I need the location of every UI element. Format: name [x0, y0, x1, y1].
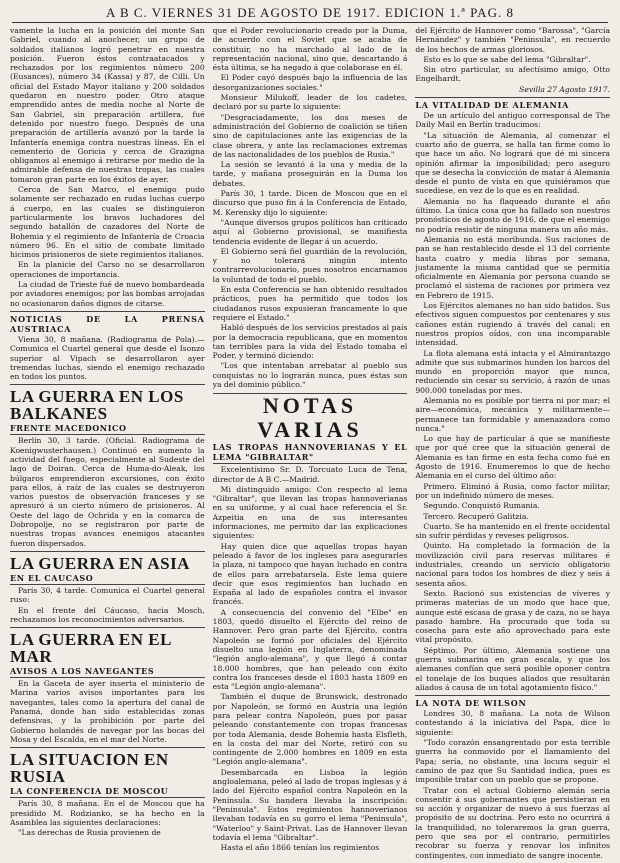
paragraph: que el Poder revolucionario creado por la Duma, de acuerdo con el Soviet que se acaba de constituir, no ha marchado al lado de la representación nacional, sino que, descartando á ésta última, se ha negado á que colaborase en él.	[212, 26, 408, 73]
paragraph: Hasta el año 1866 tenían los regimientos	[220, 843, 380, 853]
paragraph: El Poder cayó después bajo la influencia de las desorganizaciones sociales."	[212, 73, 408, 92]
section-subtitle-balcanes: FRENTE MACEDONICO	[10, 423, 205, 435]
column-3	[415, 26, 610, 862]
paragraph: Sin otro particular, su afectísimo amigo, Otto Engelhardt.	[415, 65, 611, 84]
paragraph: "Todo corazón ensangrentado por esta terrible guerra ha conmovido por el llamamiento del Papa; sería, no obstante, una locura seguir el camino de paz que Su Santidad indica, pues es imposible tratar con un pueblo que se propone.	[415, 738, 611, 785]
section-subtitle-rusia: LA CONFERENCIA DE MOSCOU	[10, 786, 205, 798]
section-subtitle-mar: AVISOS A LOS NAVEGANTES	[10, 666, 205, 678]
paragraph: del Ejército de Hannover como "Barossa", "García Hernández" y también "Peninsula", en recuerdo de los hechos de armas gloriosos.	[415, 26, 611, 54]
column-2	[213, 26, 408, 862]
paragraph: Alemania no está moribunda. Sus raciones de pan se han restablecido desde el 13 del corriente hasta cuatro y media libras por semana, justamente la misma cantidad que se permitía oficialmente en Alemania por persona cuando se proclamó el sistema de raciones por primera vez en Febrero de 1915.	[415, 234, 611, 300]
paragraph: Cuarto. Se ha mantenido en el frente occidental sin sufrir pérdidas y reveses peligrosos.	[415, 521, 611, 541]
paragraph: A consecuencia del convenio del "Elbe" en 1803, quedó disuelto el Ejército del reino de Hannover. Pero gran parte del Ejército, contra Napoleón se formó por oficiales del Ejército disuelto una legión en Inglaterra, denominada "legión anglo-alemana", y que llegó á contar 18.000 hombres, que han peleado con éxito contra los franceses desde el 1803 hasta 1809 en esta "Legión anglo-alemana".	[212, 607, 408, 692]
paragraph: París 30, 8 mañana. En el de Moscou que ha presidido M. Rodzianko, se ha hecho en la Asamblea las siguientes declaraciones:	[10, 799, 205, 827]
signature-date: Sevilla 27 Agosto 1917.	[519, 84, 611, 94]
paragraph: Sexto. Racionó sus existencias de víveres y primeras materias de un modo que hace que, aunque esté escasa de grasa y de caza, no se haya pasado hambre. Ha procurado que toda su cosecha para este año aprovechado para este vital propósito.	[415, 588, 611, 645]
section-subtitle-notas: LAS TROPAS HANNOVERIANAS Y EL LEMA "GIBRALTAR"	[212, 442, 408, 463]
paragraph: Primero. Eliminó á Rusia, como factor militar, por un indefinido número de meses.	[415, 481, 611, 500]
paragraph: Berlín 30, 3 tarde. (Oficial. Radiograma de Koenigwusterhausen.) Continuó en aumento la actividad del fuego, especialmente al Sudeste del lago de Doiran. Cerca de Huma-do-Aleak, los búlgaros emprendieron excursiones, con éxito para ellos, á raíz de las cuales se destruyeron varios puestos de observación franceses y se apresuró á un cierto número de prisioneros. Al Oeste del lago de Ochrida y en la comarca de Dobropolje, no se registraron por parte de nuestras tropas avances enemigos atacantes fueron dispersados.	[10, 436, 205, 548]
paragraph: Lo que hay de particular á que se manifieste que por qué cree que la situación general de Alemania es tan firme en esta fecha como fué en Agosto de 1916. Enumeremos lo que de hecho Alemania en el curso del último año:	[415, 434, 611, 481]
section-title-rusia: LA SITUACION EN RUSIA	[10, 750, 169, 787]
section-title-austria: NOTICIAS DE LA PRENSA AUSTRIACA	[10, 313, 205, 334]
paragraph: También el duque de Brunswick, destronado por Napoleón, se formó en Austria una legión para pelear contra Napoleón, pues por pasar peleando constantemente con tropas francesas por toda Alemania, desde Bohemia hasta Elsfleth, en la costa del mar del Norte, retiró con su contingente de 2.000 hombres en 1809 en esta "Legión anglo-alemana".	[212, 692, 408, 767]
paragraph: París 30, 4 tarde. Comunica el Cuartel general ruso:	[10, 585, 205, 605]
section-title-balcanes: LA GUERRA EN LOS BALKANES	[10, 387, 184, 424]
divider	[10, 747, 205, 748]
paragraph: vamente la lucha en la posición del monte San Gabriel, cuando al anochecer, un grupo de soldados italianos logró penetrar en nuestra posición. Fueron éstos contraatacados y rechazados por los regimientos número 200 (Eusances), número 34 (Kassa) y 87, de Cilli. Un oficial del Estado Mayor italiano y 200 soldados quedaron en nuestro poder. Otro ataque emprendido antes de media noche al Norte de San Gabriel, sin preparación artillera, fué detenido por nuestro fuego. Después de una preparación de artillería avanzó por la tarde la Infantería enemiga contra nuestras líneas. En el cementerio de Goricia y cerca de Grazigna obligamos al enemigo á retirarse por medio de la admirable defensa de nuestras tropas, las cuales tomaron gran parte en los éxitos de ayer.	[10, 26, 205, 184]
section-title-notas: NOTAS VARIAS	[213, 393, 408, 442]
paragraph: En la planicie del Carso no se desarrollaron operaciones de importancia.	[10, 260, 205, 279]
paragraph: El Gobierno será fiel guardián de la revolución, y no tolerará ningún intento contrarrevolucionario, pues nosotros encarnamos la voluntad de todo el pueblo.	[212, 246, 408, 284]
paragraph: La sesión se levantó á la una y media de la tarde, y mañana proseguirán en la Duma los debates.	[212, 160, 408, 188]
divider	[415, 97, 610, 98]
paragraph: "Aunque diversos grupos políticos han criticado aquí al Gobierno provisional, se manifiesta tendencia evidente de llegar á un acuerdo.	[212, 217, 408, 246]
divider	[10, 551, 205, 552]
paragraph: Viena 30, 8 mañana. (Radiograma de Pola).—Comunica el Cuartel general que desde el Isonzo superior al Vipach se desarrollaron ayer tremendas luchas, siendo el enemigo rechazado en todos los puntos.	[10, 334, 205, 382]
divider	[10, 311, 205, 312]
paragraph: En la Gaceta de ayer inserta el ministerio de Marina varios avisos importantes para los navegantes, tales como la apertura del canal de Panamá, donde han sido establecidas zonas defensivas, y la prohibición por parte del Gobierno holandés de navegar por las bocas del Mosa y del Escalda, en el mar del Norte.	[10, 679, 205, 744]
section-title-mar: LA GUERRA EN EL MAR	[10, 630, 172, 667]
paragraph: Desembarcada en Lisboa la legión angloalemana, peleó al lado de tropas inglesas y á lado del Ejército español contra Napoleón en la Península. Su bandera llevaba la inscripción: "Peninsula". Estos regimientos hannoverianos llevaban todavía en su gorro el lema "Peninsula", "Waterloo" y Saint-Privat. Las de Hannover llevan todavía el lema "Gibraltar".	[212, 767, 408, 842]
paragraph: Hay quien dice que aquellas tropas hayan peleado á favor de los ingleses para asegurarles la plaza, ni tampoco que hayan luchado en contra de ellos para arrebatarsela. Este lema quiere decir que esos regimientos han luchado en España al lado de españoles contra el invasor francés.	[212, 541, 408, 607]
section-title-vitalidad: LA VITALIDAD DE ALEMANIA	[415, 100, 570, 111]
paragraph: De un artículo del antiguo corresponsal de The Daily Mail en Berlín traducimos:	[415, 111, 611, 130]
divider	[10, 627, 205, 628]
paragraph: En esta Conferencia se han obtenido resultados prácticos, pues ha permitido que todos los ciudadanos rusos expusieran francamente lo que requiere el Estado."	[212, 285, 408, 322]
paragraph: Habló después de los servicios prestados al país por la democracia republicana, que en momentos tan terribles para la vida del Estado tomaba el Poder, y terminó diciendo:	[212, 323, 408, 361]
divider	[10, 384, 205, 385]
paragraph: Quinto. Ha completado la formación de la movilización civil para reservas militares é industriales, creando un servicio obligatorio nacional para todos los hombres de diez y seis á sesenta años.	[415, 541, 611, 588]
page-header: A B C. VIERNES 31 DE AGOSTO DE 1917. EDICION 1.ª PAG. 8	[12, 4, 608, 23]
section-title-asia: LA GUERRA EN ASIA	[10, 553, 190, 573]
paragraph: Los Ejércitos alemanes no han sido batidos. Sus efectivos siguen compuestos por centenares y sus cañones están rugiendo á través del canal; en nuestros propios oídos, con una incomparable intensidad.	[415, 301, 611, 348]
paragraph: Cerca de San Marco, el enemigo pudo solamente ser rechazado en rudas luchas cuerpo á cuerpo, en las cuales se distinguieron particularmente los bravos luchadores del segundo batallón de cazadores del Norte de Bohemia y el regimiento de Infantería de Croacia número 96. En el sitio de combate limitado hicimos prisioneros de siete regimientos italianos.	[10, 185, 205, 260]
paragraph: Séptimo. Por último, Alemania sostiene una guerra submarina en gran escala, y que los alemanes confían que será posible oponer contra el tonelaje de los buques aliados que resultarán aliados á causa de un total agotamiento físico."	[415, 645, 611, 692]
paragraph: "Los que intentaban arrebatar al pueblo sus conquistas no lo lograrán nunca, pues éstas son ya del dominio público."	[212, 361, 408, 389]
paragraph: Segundo. Conquistó Rumania.	[423, 501, 540, 511]
column-1	[10, 26, 205, 862]
paragraph: Esto es lo que se sabe del lema "Gibraltar".	[423, 54, 591, 64]
paragraph: Mi distinguido amigo: Con respecto al lema "Gibraltar", que llevan las tropas hannoverianas en su uniforme, y al cual hace referencia el Sr. Azpeitia en una de sus interesantes informaciones, me permito dar las explicaciones siguientes:	[212, 484, 408, 541]
paragraph: Londres 30, 8 mañana. La nota de Wilson contestando á la iniciativa del Papa, dice lo siguiente:	[415, 709, 611, 737]
paragraph: Alemania no ha flaqueado durante el año último. La única cosa que ha fallado son nuestros pronósticos de agosto de 1916, de que el enemigo no podría resistir de ninguna manera un año más.	[415, 196, 611, 234]
section-subtitle-asia: EN EL CAUCASO	[10, 573, 205, 585]
paragraph: "Las derechas de Rusia provienen de	[18, 828, 161, 838]
paragraph: Excelentísimo Sr. D. Torcuato Luca de Tena, director de A B C.—Madrid.	[212, 465, 408, 484]
paragraph: "La situación de Alemania, al comenzar el cuarto año de guerra, se halla tan firme como lo que hace un año. No logrará que dé mi sincera opinión afirmar la imposibilidad; pero aseguro que se desecha la convicción de matar á Alemania desde el punto de vista en que quisiéramos que sucediese, en vez de lo que es en realidad.	[415, 130, 611, 196]
paragraph: La ciudad de Trieste fué de nuevo bombardeada por aviadores enemigos; por las bombas arrojadas no ocasionaron daños dignos de citarse.	[10, 280, 205, 308]
section-title-wilson: LA NOTA DE WILSON	[415, 698, 527, 709]
paragraph: En el frente del Cáucaso, hacia Mosch, rechazamos los reconocimientos adversarios.	[10, 605, 205, 624]
paragraph: La flota alemana está intacta y el Almirantazgo admite que sus submarinos hunden los barcos del mundo en proporción mayor que nunca, reduciendo sin cesar su servicio, á razón de unas 900.000 toneladas por mes.	[415, 348, 611, 395]
paragraph: Alemania no es posible por tierra ni por mar; el aire—económica, mecánica y militarmente—permanece tan formidable y amenazadora como nunca."	[415, 395, 611, 433]
paragraph: Tratar con el actual Gobierno alemán sería consentir á sus gobernantes que persistieran en su acción y organizar de nuevo á sus fuerzas al propósito de su doctrina. Pero esto no ocurrirá á la tranquilidad, no toleraremos la gran guerra, pero que sea por el contrario, permitirles recobrar su fuerza y renovar los infinitos contingentes, con inmediato de sangre inocente.	[415, 785, 611, 860]
columns	[10, 26, 610, 862]
paragraph: Tercero. Recuperó Galitzia.	[423, 511, 529, 521]
paragraph: París 30, 1 tarde. Dicen de Moscou que en el discurso que puso fin á la Conferencia de Estado, M. Kerensky dijo lo siguiente:	[212, 189, 408, 217]
divider	[415, 695, 610, 696]
paragraph: "Desgraciadamente, los dos meses de administración del Gobierno de coalición se tiñen sino de capitulaciones ante las exigencias de la clase obrera, y ante las reclamaciones extremas de las nacionalidades de los pueblos de Rusia."	[212, 112, 408, 159]
paragraph: Monsieur Milukoff, leader de los cadetes, declaró por su parte lo siguiente:	[212, 93, 408, 112]
